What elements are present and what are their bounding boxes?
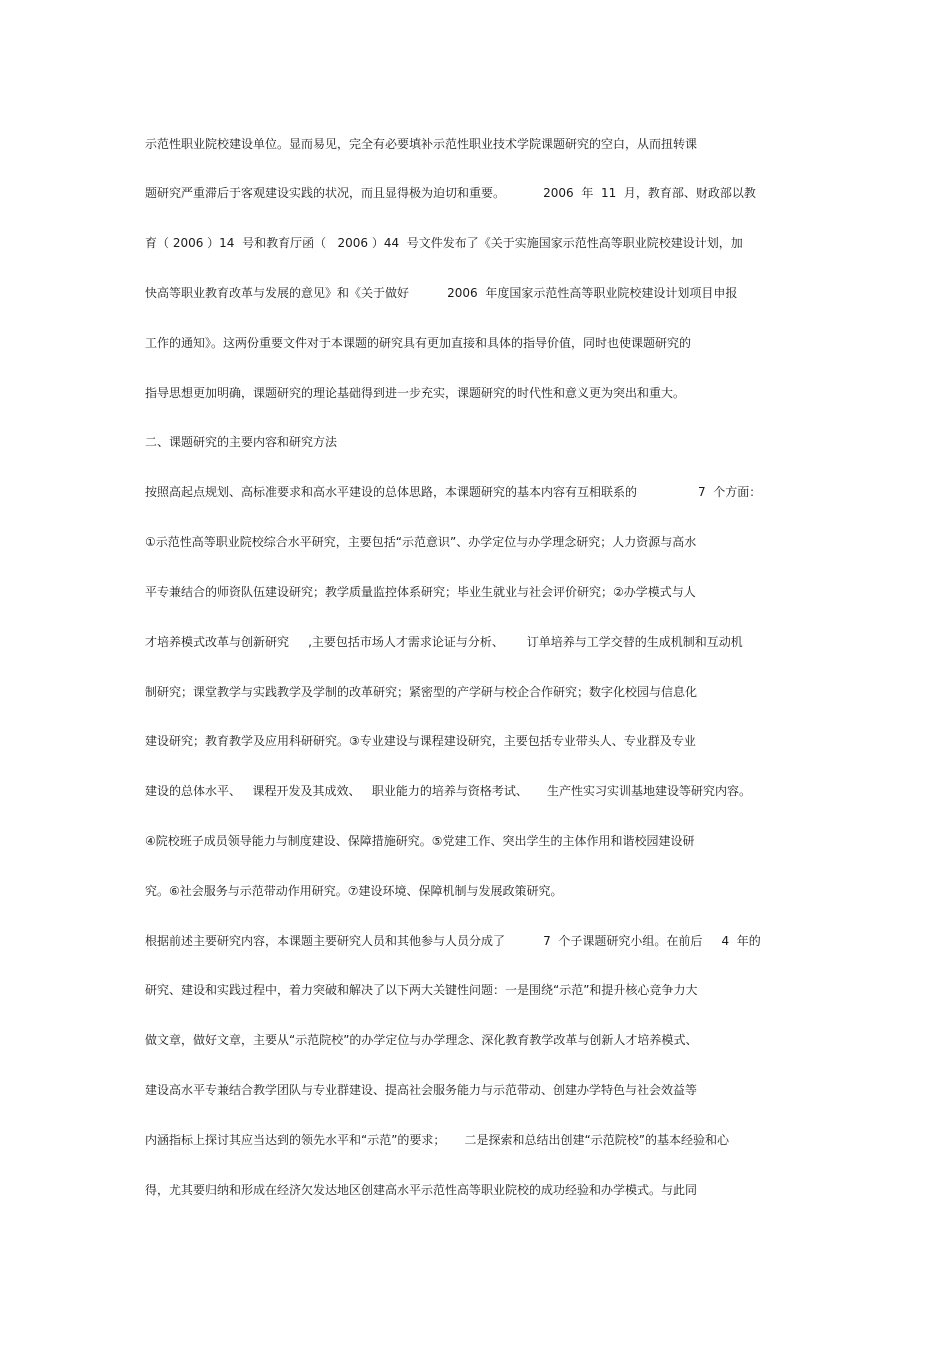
text-line: 按照高起点规划、高标准要求和高水平建设的总体思路，本课题研究的基本内容有互相联系的 7 个方面：	[145, 485, 762, 499]
text-line: 建设高水平专兼结合教学团队与专业群建设、提高社会服务能力与示范带动、创建办学特色与社会效益等	[145, 1083, 698, 1097]
text-line: 平专兼结合的师资队伍建设研究；教学质量监控体系研究；毕业生就业与社会评价研究；②办学模式与人	[145, 585, 696, 599]
text-line: 得，尤其要归纳和形成在经济欠发达地区创建高水平示范性高等职业院校的成功经验和办学模式。与此同	[145, 1183, 698, 1197]
text-line: 建设的总体水平、 课程开发及其成效、 职业能力的培养与资格考试、 生产性实习实训基地建设等研究内容。	[145, 784, 751, 798]
text-line: 制研究；课堂教学与实践教学及学制的改革研究；紧密型的产学研与校企合作研究；数字化校园与信息化	[145, 685, 698, 699]
text-line: 工作的通知》。这两份重要文件对于本课题的研究具有更加直接和具体的指导价值，同时也使课题研究的	[145, 336, 692, 350]
text-line: ④院校班子成员领导能力与制度建设、保障措施研究。⑤党建工作、突出学生的主体作用和谐校园建设研	[145, 834, 695, 848]
text-line: 研究、建设和实践过程中，着力突破和解决了以下两大关键性问题：一是围绕“示范”和提升核心竞争力大	[145, 983, 698, 997]
text-line: 育（ 2006 ）14 号和教育厅函（ 2006 ）44 号文件发布了《关于实施国家示范性高等职业院校建设计划，加	[145, 236, 743, 250]
text-line: 示范性职业院校建设单位。显而易见，完全有必要填补示范性职业技术学院课题研究的空白，从而扭转课	[145, 137, 698, 151]
text-line: 做文章，做好文章，主要从“示范院校”的办学定位与办学理念、深化教育教学改革与创新人才培养模式、	[145, 1033, 698, 1047]
text-line: 内涵指标上探讨其应当达到的领先水平和“示范”的要求； 二是探索和总结出创建“示范院校”的基本经验和心	[145, 1133, 729, 1147]
text-line: 指导思想更加明确，课题研究的理论基础得到进一步充实，课题研究的时代性和意义更为突出和重大。	[145, 386, 686, 400]
text-line: ①示范性高等职业院校综合水平研究，主要包括“示范意识”、办学定位与办学理念研究；人力资源与高水	[145, 535, 697, 549]
text-line: 才培养模式改革与创新研究 ,主要包括市场人才需求论证与分析、 订单培养与工学交替的生成机制和互动机	[145, 635, 743, 649]
text-line: 建设研究；教育教学及应用科研研究。③专业建设与课程建设研究，主要包括专业带头人、专业群及专业	[145, 734, 696, 748]
text-line: 究。⑥社会服务与示范带动作用研究。⑦建设环境、保障机制与发展政策研究。	[145, 884, 563, 898]
text-line: 根据前述主要研究内容，本课题主要研究人员和其他参与人员分成了 7 个子课题研究小组。在前后 4 年的	[145, 934, 761, 948]
text-line: 快高等职业教育改革与发展的意见》和《关于做好 2006 年度国家示范性高等职业院校建设计划项目申报	[145, 286, 738, 300]
section-heading: 二、课题研究的主要内容和研究方法	[145, 435, 338, 449]
text-line: 题研究严重滞后于客观建设实践的状况，而且显得极为迫切和重要。 2006 年 11 月，教育部、财政部以教	[145, 186, 756, 200]
